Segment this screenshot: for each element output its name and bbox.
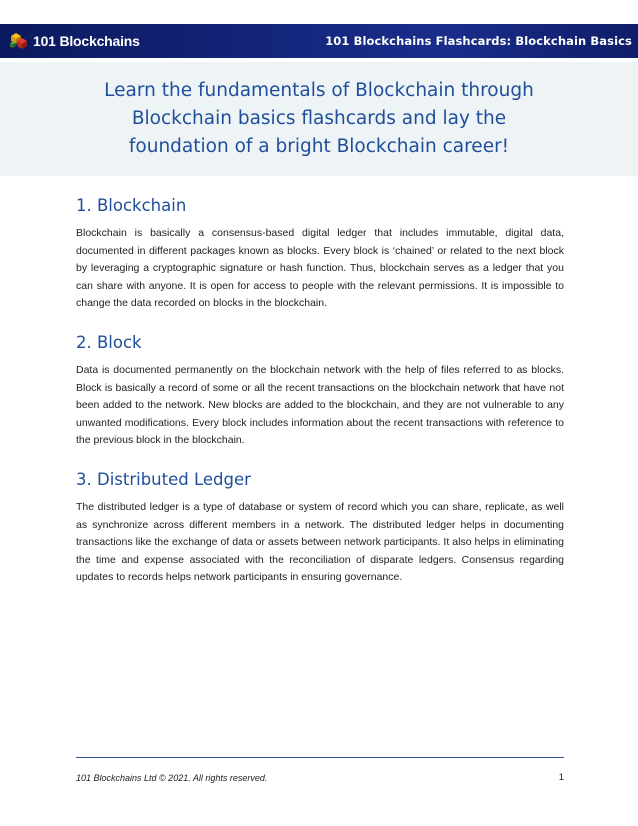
section-body: Data is documented permanently on the blockchain network with the help of files referred to as blocks. Block is basically a record of some or all the recent transactions on the blockchain network that have not been added to the network. New blocks are added to the blockchain, and they are not vulnerable to any unwanted modifications. Every block includes information about the recent transactions with reference to the previous block in the blockchain. [76, 363, 564, 447]
intro-text: Learn the fundamentals of Blockchain through Blockchain basics flashcards and lay the foundation of a bright Blockchain career! [104, 80, 534, 157]
blockchain-cubes-icon [8, 30, 30, 52]
header-title: 101 Blockchains Flashcards: Blockchain Basics [325, 34, 632, 48]
page-number: 1 [558, 772, 564, 783]
section-heading: 1. Blockchain [76, 196, 187, 215]
section-body: Blockchain is basically a consensus-based digital ledger that includes immutable, digital data, documented in different packages known as blocks. Every block is ‘chained’ or related to the next block by leveraging a cryptographic signature or hash function. Thus, blockchain serves as a ledger that you can share with anyone. It is open for access to people with the relevant permissions. It is impossible to change the data recorded on blocks in the blockchain. [76, 227, 564, 310]
header-banner [0, 24, 638, 58]
intro-box [0, 62, 638, 176]
section-block [76, 333, 564, 450]
section-heading: 2. Block [76, 332, 142, 352]
section-distributed-ledger [76, 470, 564, 587]
section-blockchain [76, 196, 564, 313]
section-body: The distributed ledger is a type of database or system of record which you can share, replicate, as well as synchronize across different members in a network. The distributed ledger helps in documenting transactions like the exchange of data or assets between network participants. It also helps in eliminating the time and expense associated with the reconciliation of disparate ledgers. Consensus regarding updates to records helps network participants in ensuring governance. [76, 500, 564, 584]
content [76, 196, 564, 607]
copyright-text: 101 Blockchains Ltd © 2021. All rights reserved. [76, 772, 268, 783]
logo [8, 30, 140, 52]
logo-text: 101 Blockchains [33, 33, 140, 49]
footer-divider [76, 757, 564, 758]
section-heading: 3. Distributed Ledger [76, 469, 251, 489]
top-margin [0, 0, 638, 24]
footer [76, 772, 564, 783]
